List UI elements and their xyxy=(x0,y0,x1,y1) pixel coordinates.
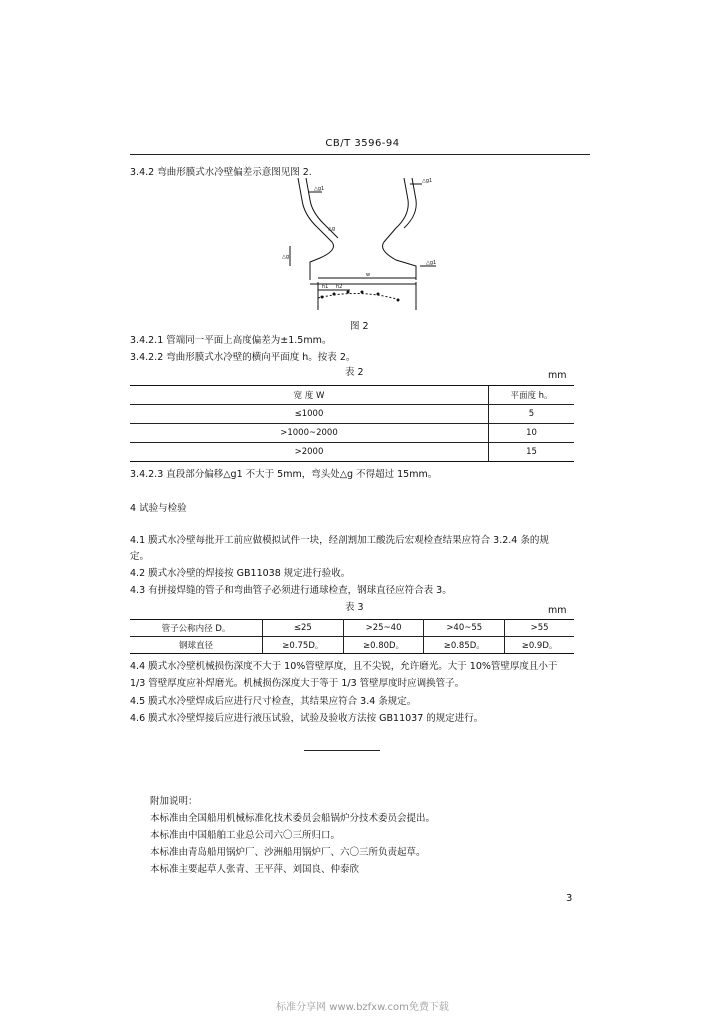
table-cell: ≤25 xyxy=(263,620,344,637)
page-number: 3 xyxy=(566,893,573,904)
note-3: 本标准由青岛船用锅炉厂、沙洲船用锅炉厂、六〇三所负责起草。 xyxy=(150,847,426,858)
section-4-6: 4.6 膜式水冷壁焊接后应进行液压试验，试验及验收方法按 GB11037 的规定进行。 xyxy=(130,713,484,724)
section-3-4-2-2: 3.4.2.2 弯曲形膜式水冷壁的横向平面度 h。按表 2。 xyxy=(130,352,356,363)
table-cell: >40~55 xyxy=(424,620,505,637)
table-2-header-width: 宽 度 W xyxy=(130,386,489,405)
page-header: CB/T 3596-94 xyxy=(325,138,400,149)
table-cell: >55 xyxy=(505,620,574,637)
table-3-unit: mm xyxy=(548,605,567,616)
figure-2-diagram xyxy=(280,170,460,320)
label-g: △g xyxy=(328,226,336,232)
note-1: 本标准由全国船用机械标准化技术委员会船锅炉分技术委员会提出。 xyxy=(150,813,436,824)
section-4-5: 4.5 膜式水冷壁焊成后应进行尺寸检查，其结果应符合 3.4 条规定。 xyxy=(130,696,417,707)
note-2: 本标准由中国船舶工业总公司六〇三所归口。 xyxy=(150,830,341,841)
table-row xyxy=(130,620,574,637)
figure-caption: 图 2 xyxy=(350,321,369,332)
table-cell: ≤1000 xyxy=(130,405,489,424)
label-dg1-right: △g1 xyxy=(422,178,433,184)
table-cell: 5 xyxy=(489,405,575,424)
header-rule xyxy=(130,154,590,155)
table-cell: ≥0.75D。 xyxy=(263,637,344,654)
table-cell: 10 xyxy=(489,424,575,443)
notes-title: 附加说明： xyxy=(150,796,198,807)
table-2-header-flatness: 平面度 h。 xyxy=(489,386,575,405)
section-4-4-line1: 4.4 膜式水冷壁机械损伤深度不大于 10%管壁厚度，且不尖锐，允许磨光。大于 10%管壁厚度且小于 xyxy=(130,661,558,672)
label-dg1-bottom: △g1 xyxy=(426,260,437,266)
table-row xyxy=(130,405,574,424)
label-h2: h2 xyxy=(336,284,343,290)
section-4-title: 4 试验与检验 xyxy=(130,503,187,514)
table-cell: >2000 xyxy=(130,443,489,462)
label-dg1-top: △g1 xyxy=(314,186,325,192)
watermark: 标准分享网 www.bzfxw.com免费下载 xyxy=(276,1002,449,1013)
section-4-1-line2: 定。 xyxy=(130,551,150,562)
note-4: 本标准主要起草人张青、王平萍、刘国良、仲泰欣 xyxy=(150,864,360,875)
label-h1: h1 xyxy=(322,284,329,290)
section-3-4-2-1: 3.4.2.1 管端同一平面上高度偏差为±1.5mm。 xyxy=(130,335,332,346)
section-4-4-line2: 1/3 管壁厚度应补焊磨光。机械损伤深度大于等于 1/3 管壁厚度时应调换管子。 xyxy=(130,678,465,689)
table-cell: ≥0.85D。 xyxy=(424,637,505,654)
section-4-2: 4.2 膜式水冷壁的焊接按 GB11038 规定进行验收。 xyxy=(130,568,351,579)
table-cell: >25~40 xyxy=(343,620,424,637)
table-3 xyxy=(130,619,574,654)
section-3-4-2: 3.4.2 弯曲形膜式水冷壁偏差示意图见图 2. xyxy=(130,167,312,178)
table-3-title: 表 3 xyxy=(345,602,364,613)
label-g-left: △g xyxy=(282,254,290,260)
table-row xyxy=(130,424,574,443)
table-cell: >1000~2000 xyxy=(130,424,489,443)
table-cell: 15 xyxy=(489,443,575,462)
table-cell: 钢球直径 xyxy=(130,637,263,654)
section-4-1-line1: 4.1 膜式水冷壁每批开工前应做模拟试件一块，经剖割加工酸洗后宏观检查结果应符合 3.2.4 条的规 xyxy=(130,535,549,546)
table-row xyxy=(130,443,574,462)
table-cell: ≥0.9D。 xyxy=(505,637,574,654)
table-row xyxy=(130,637,574,654)
table-2-unit: mm xyxy=(548,370,567,381)
table-cell: ≥0.80D。 xyxy=(343,637,424,654)
table-cell: 管子公称内径 D。 xyxy=(130,620,263,637)
section-divider xyxy=(304,750,380,751)
table-2 xyxy=(130,385,574,462)
section-4-3: 4.3 有拼接焊缝的管子和弯曲管子必须进行通球检查，钢球直径应符合表 3。 xyxy=(130,585,452,596)
label-w: w xyxy=(366,272,371,278)
table-2-title: 表 2 xyxy=(345,367,364,378)
section-3-4-2-3: 3.4.2.3 直段部分偏移△g1 不大于 5mm，弯头处△g 不得超过 15mm。 xyxy=(130,469,438,480)
